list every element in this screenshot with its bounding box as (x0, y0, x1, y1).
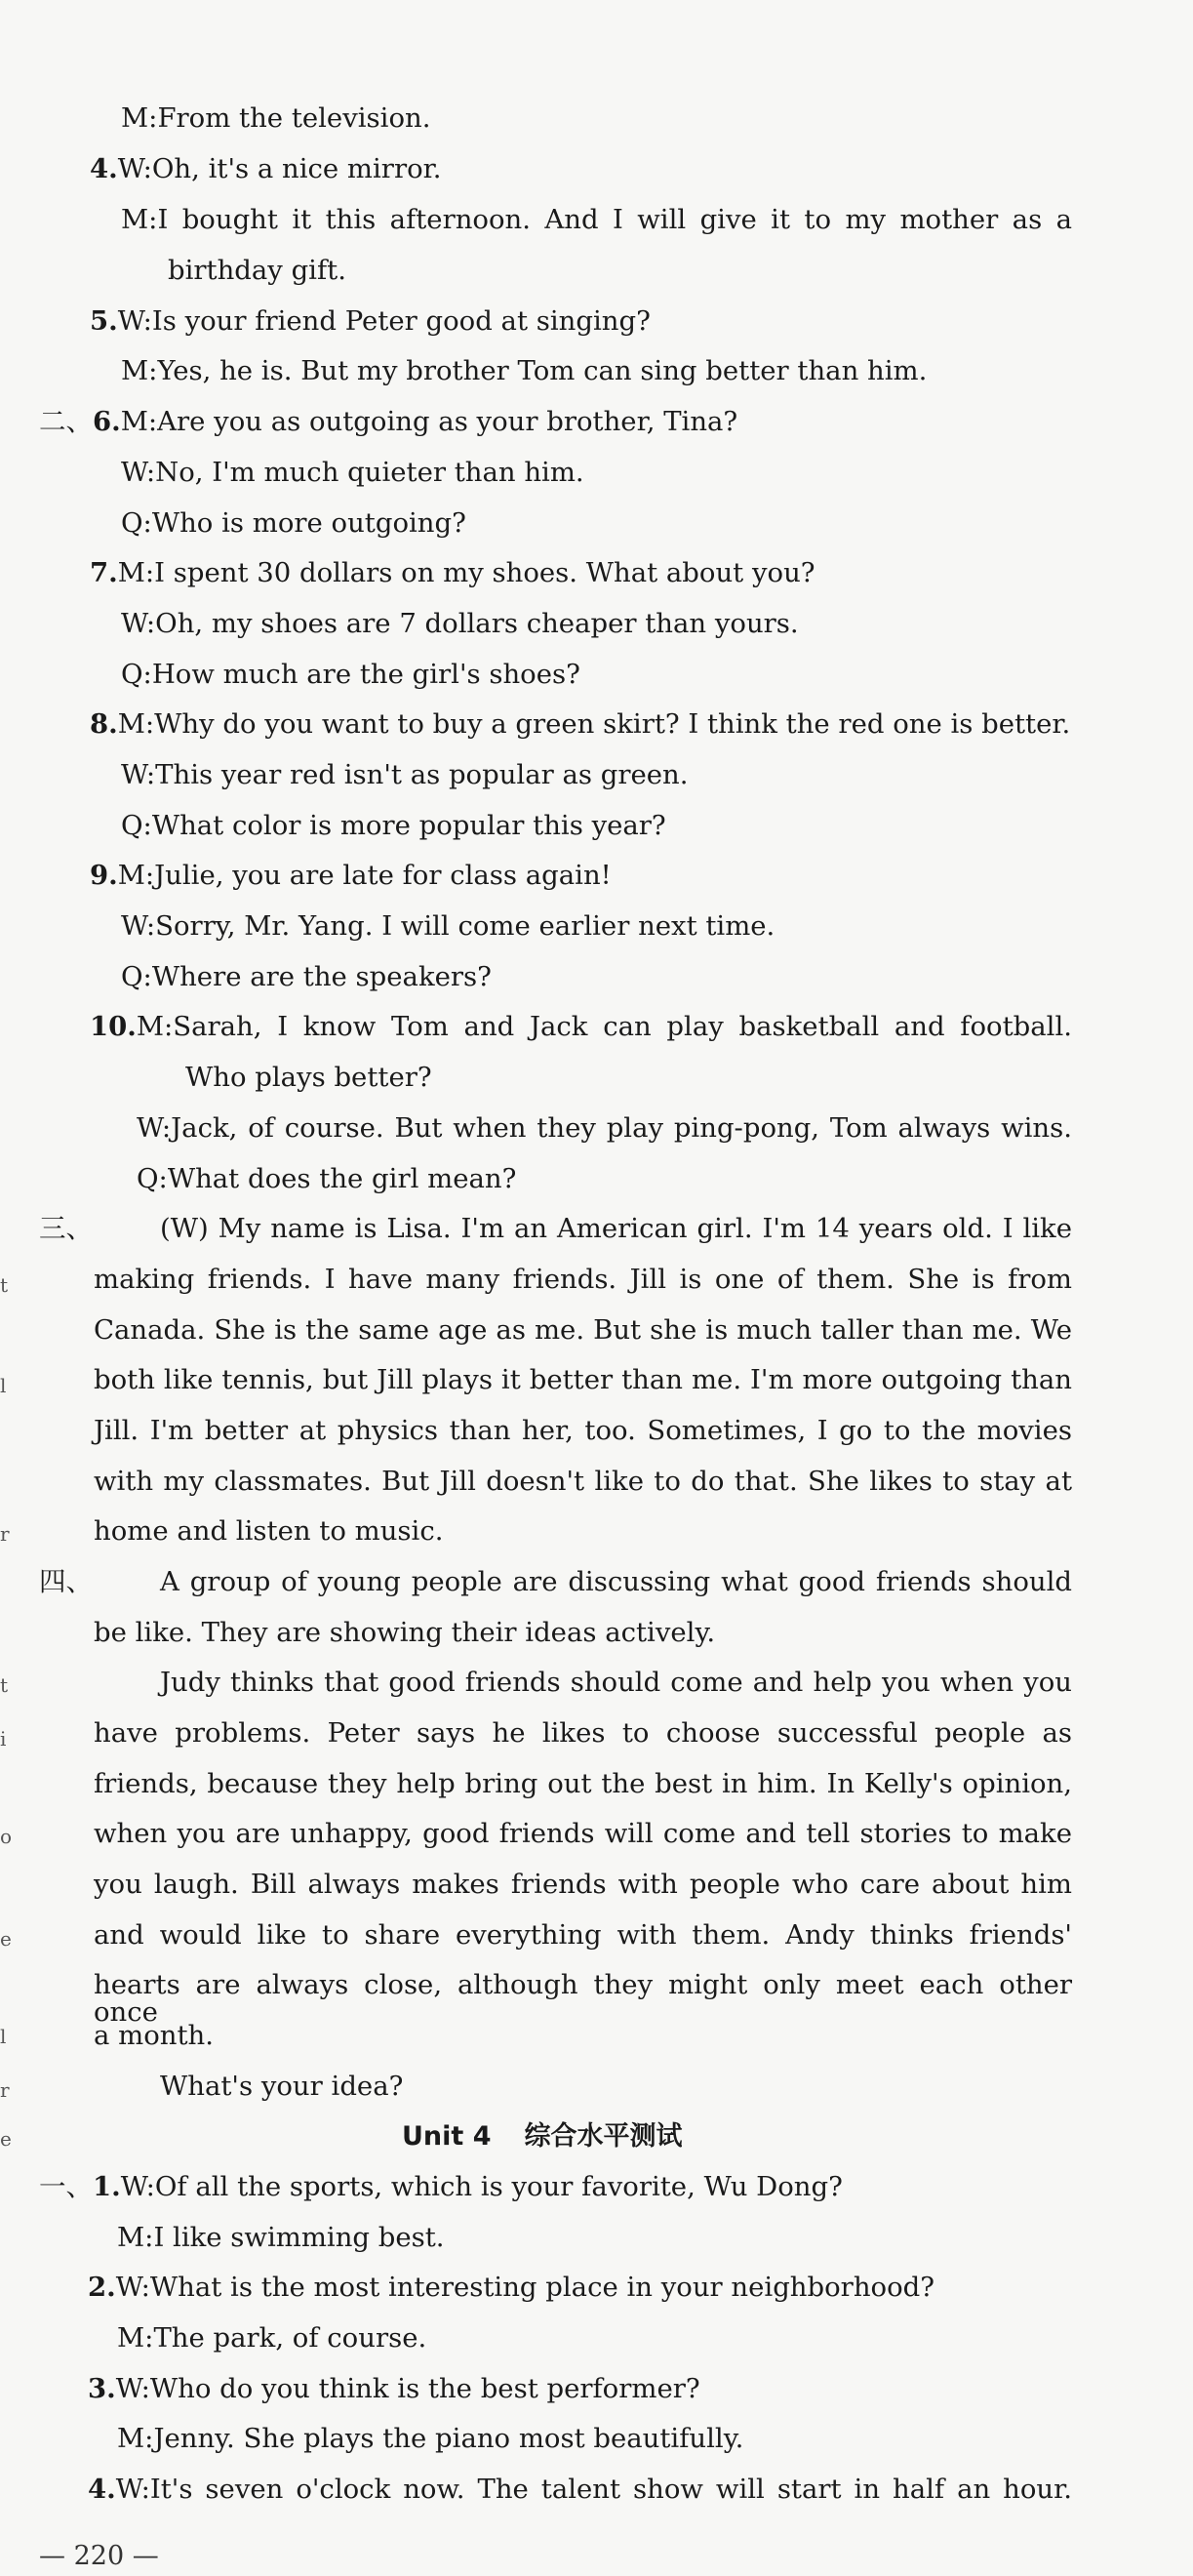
passage-line: hearts are always close, although they might only meet each other once (94, 1969, 1072, 2028)
question-line: Q:What does the girl mean? (137, 1163, 517, 1194)
dialogue-line: W:No, I'm much quieter than him. (121, 457, 584, 488)
passage-line: (W) My name is Lisa. I'm an American girl. I'm 14 years old. I like (160, 1213, 1072, 1244)
dialogue-line: 5.W:Is your friend Peter good at singing? (90, 305, 651, 337)
dialogue-continuation: Who plays better? (185, 1062, 432, 1093)
passage-line: friends, because they help bring out the best in him. In Kelly's opinion, (94, 1768, 1072, 1799)
section-label: 二、 (39, 406, 93, 437)
passage-line: have problems. Peter says he likes to choose successful people as (94, 1717, 1072, 1749)
margin-mark: r (0, 2078, 10, 2102)
unit-title: Unit 4 (402, 2121, 492, 2152)
question-line: Q:Who is more outgoing? (121, 507, 466, 539)
dialogue-line: M:I like swimming best. (117, 2222, 445, 2253)
unit-heading (402, 2123, 683, 2150)
dialogue-line: M:The park, of course. (117, 2322, 427, 2354)
margin-mark: t (0, 1673, 9, 1697)
dialogue-line: M:Jenny. She plays the piano most beautifully. (117, 2423, 744, 2454)
section-label: 一、 (39, 2171, 93, 2202)
margin-mark: t (0, 1273, 9, 1297)
dialogue-line: 10.M:Sarah, I know Tom and Jack can play basketball and football. (90, 1011, 1072, 1042)
section-label: 三、 (39, 1213, 93, 1244)
passage-line: be like. They are showing their ideas actively. (94, 1617, 716, 1648)
margin-mark: l (0, 1374, 7, 1397)
question-line: Q:How much are the girl's shoes? (121, 659, 580, 690)
dialogue-line: W:Sorry, Mr. Yang. I will come earlier next time. (121, 910, 775, 942)
passage-line: making friends. I have many friends. Jill is one of them. She is from (94, 1264, 1072, 1295)
dialogue-line: 一、1.W:Of all the sports, which is your favorite, Wu Dong? (39, 2171, 843, 2202)
dialogue-continuation: birthday gift. (168, 255, 346, 286)
dialogue-line: 2.W:What is the most interesting place in your neighborhood? (88, 2272, 935, 2303)
margin-mark: o (0, 1825, 13, 1848)
dialogue-line: 7.M:I spent 30 dollars on my shoes. What about you? (90, 557, 815, 588)
passage-line: What's your idea? (160, 2071, 404, 2102)
question-line: Q:Where are the speakers? (121, 961, 492, 992)
dialogue-line: M:I bought it this afternoon. And I will give it to my mother as a (121, 204, 1072, 235)
passage-line: with my classmates. But Jill doesn't like to do that. She likes to stay at (94, 1466, 1072, 1497)
passage-line: and would like to share everything with them. Andy thinks friends' (94, 1919, 1072, 1951)
passage-line: Jill. I'm better at physics than her, too. Sometimes, I go to the movies (94, 1415, 1072, 1446)
section-label: 四、 (39, 1566, 93, 1597)
margin-mark: i (0, 1727, 7, 1751)
passage-line: home and listen to music. (94, 1515, 444, 1547)
margin-mark: r (0, 1522, 10, 1546)
margin-mark: e (0, 2127, 12, 2151)
dialogue-line: 8.M:Why do you want to buy a green skirt? I think the red one is better. (90, 708, 1071, 740)
passage-line: A group of young people are discussing what good friends should (160, 1566, 1072, 1597)
passage-line: Judy thinks that good friends should come and help you when you (160, 1667, 1072, 1698)
dialogue-line: M:Yes, he is. But my brother Tom can sing better than him. (121, 355, 928, 386)
passage-line: you laugh. Bill always makes friends with people who care about him (94, 1869, 1072, 1900)
dialogue-line: W:Oh, my shoes are 7 dollars cheaper than yours. (121, 608, 799, 639)
passage-line: Canada. She is the same age as me. But she is much taller than me. We (94, 1314, 1072, 1346)
dialogue-line: 4.W:It's seven o'clock now. The talent show will start in half an hour. (88, 2474, 1072, 2505)
dialogue-line: W:Jack, of course. But when they play ping-pong, Tom always wins. (137, 1112, 1072, 1144)
passage-line: a month. (94, 2020, 214, 2051)
page-number: — 220 — (39, 2541, 159, 2571)
margin-mark: e (0, 1927, 12, 1951)
dialogue-line: 二、6.M:Are you as outgoing as your brother, Tina? (39, 406, 738, 437)
passage-line: both like tennis, but Jill plays it better than me. I'm more outgoing than (94, 1364, 1072, 1395)
dialogue-line: 9.M:Julie, you are late for class again! (90, 860, 612, 891)
unit-subtitle: 综合水平测试 (524, 2121, 683, 2152)
passage-line: when you are unhappy, good friends will come and tell stories to make (94, 1818, 1072, 1849)
dialogue-line: 3.W:Who do you think is the best performer? (88, 2373, 700, 2404)
dialogue-line: 4.W:Oh, it's a nice mirror. (90, 153, 442, 184)
dialogue-line: W:This year red isn't as popular as green. (121, 759, 689, 790)
dialogue-line: M:From the television. (121, 102, 431, 134)
question-line: Q:What color is more popular this year? (121, 810, 666, 841)
margin-mark: l (0, 2025, 7, 2048)
